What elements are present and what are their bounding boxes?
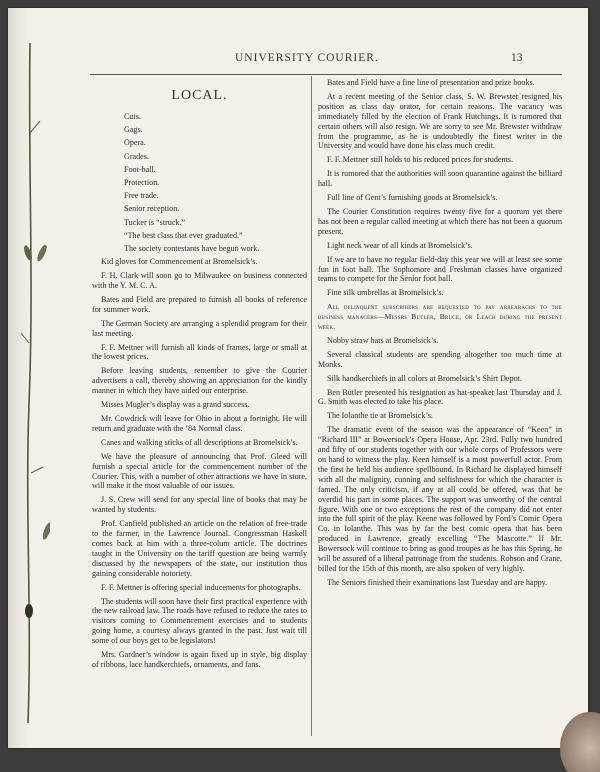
news-paragraph: The Iolanthe tie at Bromelsick’s. [327, 411, 433, 421]
news-paragraph: Several classical students are spending altogether too much time at Monks. [318, 349, 562, 369]
news-paragraph: We have the pleasure of announcing that Prof. Gleed will furnish a special article for the commencement number of the Courier. This, with a number of other attractions we have in store, will make it the most valuable of our issues. [92, 451, 307, 491]
news-paragraph: J. S. Crew will send for any special line of books that may be wanted by students. [92, 495, 307, 515]
news-paragraph: The German Society are arranging a splendid program for their last meeting. [92, 318, 307, 338]
short-item: Opera. [124, 138, 146, 148]
short-item: Protection. [124, 178, 160, 188]
news-paragraph: Mrs. Gardner’s window is again fixed up in style, big display of ribbons, lace handkerchiefs, ornaments, and fans. [92, 650, 307, 669]
short-item: Gags. [124, 125, 143, 135]
short-item: Senior reception. [124, 204, 180, 214]
short-item: “The best class that ever graduated.” [124, 230, 243, 240]
news-paragraph: Mr. Cowdrick will leave for Ohio in about a fortnight. He will return and graduate with the ’84 Normal class. [92, 414, 307, 433]
news-paragraph: Ben Butler presented his resignation as hat-speaker last Thursday and J. G. Smith was elected to take his place. [318, 387, 562, 407]
news-paragraph: At a recent meeting of the Senior class, S. W. Brewster resigned his position as class day orator, for certain reasons. The vacancy was immediately filled by the election of Frank Hutchings. It is rumored that certain others will also resign. We are sorry to see Mr. Brewster withdraw from the programme, as he is undoubtedly the finest writer in the University and would have done his class much credit. [318, 91, 562, 151]
left-column [92, 78, 307, 674]
publication-title: UNIVERSITY COURIER. [235, 52, 379, 64]
column-divider [311, 76, 312, 736]
short-items-list [92, 112, 307, 254]
news-paragraph: Nobby straw hats at Bromelsick’s. [327, 335, 439, 345]
page-number: 13 [511, 52, 523, 64]
page-header [8, 52, 588, 66]
news-paragraph: The students will soon have their first practical experience with the new railroad law. The roads have refused to reduce the rates to visitors coming to Commencement exercises and to students going home, a courtesy always granted in the past. Just wait till some of our boys get to be legislators! [92, 596, 307, 646]
news-paragraph: The Courier Constitution requires twenty five for a quorum yet there has not been a regular called meeting at which there has not been a quorum present. [318, 206, 562, 236]
header-rule [90, 74, 562, 75]
news-paragraph: Silk handkerchiefs in all colors at Bromelsick’s Shirt Depot. [327, 373, 522, 383]
news-paragraph: F. F. Mettner will furnish all kinds of frames, large or small at the lowest prices. [92, 342, 307, 362]
news-paragraph: Prof. Canfield published an article on the relation of free-trade to the farmer, in the Lawrence Journal. Congressman Haskell comes back at him with a three-colum article. The doctrines taught in the University on the tariff question are being warmly discussed by the newspapers of the state, our institution thus gaining considerable notoriety. [92, 519, 307, 578]
news-paragraph: The Seniors finished their examinations last Tuesday and are happy. [327, 577, 548, 587]
right-column [318, 78, 562, 592]
news-paragraph: F. F. Mettner is offering special inducements for photographs. [101, 582, 301, 592]
subscriber-notice: All delinquent subscribers are requested to pay arrearages to the business managers—Messrs Butler, Bruce, or Leach during the present week. [318, 302, 562, 332]
section-heading: LOCAL. [171, 88, 228, 103]
news-paragraph: Light neck wear of all kinds at Bromelsick’s. [327, 240, 473, 250]
news-paragraph: Before leaving students, remember to give the Courier advertisers a call, thereby showing an appreciation for the kindly manner in which they have aided our enterprise. [92, 366, 307, 396]
news-paragraph: F. H. Clark will soon go to Milwaukee on business connected with the Y. M. C. A. [92, 271, 307, 291]
news-paragraph: The dramatic event of the season was the appearance of “Keen” in “Richard III” at Bowersock’s Opera House, Apr. 23rd. Fully two hundred and fifty of our students together with our whole corps of Professors were on hand to witness the play. Keen himself is a most powerfull actor. From the first he held his audience spellbound. In Richard he displayed himself with all the malignity, cunning and selfishness for which the character is famed. The only criticism, if any at all could be offered, was that he overdid his part in some places. The support was unworthy of the central figure. With one or two exceptions the rest of the company did not enter into the full spirit of the play. Keene was followed by Ford’s Comic Opera Co. in Iolanthe. This was by far the best comic opera that has been produced in Lawrence, greatly excelling “The Mascotte.” If Mr. Bowersock will continue to bring as good troupes as he has this Spring, he will be assured of a liberal patronage from the students. Robson and Crane, billed for the 15th of this month, are also spoken of very highly. [318, 425, 562, 573]
news-paragraph: Full line of Gent’s furnishing goods at Bromelsick’s. [327, 193, 498, 203]
news-paragraph: Bates and Field are prepared to furnish all books of reference for summer work. [92, 294, 307, 314]
newspaper-page [8, 8, 588, 748]
news-paragraph: Bates and Field have a fine line of presentation and prize books. [327, 78, 535, 87]
short-item: The society contestants have begun work. [124, 244, 260, 254]
news-paragraph: It is rumored that the authorities will soon quarantine against the billiard hall. [318, 169, 562, 189]
short-item: Free trade. [124, 191, 159, 201]
pressed-plant-stem [20, 43, 50, 723]
short-item: Cuts. [124, 112, 141, 121]
news-paragraph: F. F. Mettner still holds to his reduced prices for students. [327, 155, 513, 165]
short-item: Grades. [124, 151, 149, 161]
news-paragraph: Misses Mugler’s display was a grand success. [101, 400, 250, 410]
scanner-thumb [560, 712, 600, 772]
news-paragraph: Canes and walking sticks of all descriptions at Bromelsick’s. [101, 437, 298, 447]
news-paragraph: If we are to have no regular field-day this year we will at least see some fun in foot ball. The Sophomore and Freshman classes have organized teams to compete for the Senior foot ball. [318, 254, 562, 284]
news-paragraph: Fine silk umbrellas at Bromelsick’s. [327, 288, 444, 298]
news-paragraph: Kid gloves for Commencement at Bromelsick’s. [101, 257, 258, 267]
short-item: Tucker is “struck.” [124, 217, 186, 227]
short-item: Foot-ball. [124, 164, 156, 174]
